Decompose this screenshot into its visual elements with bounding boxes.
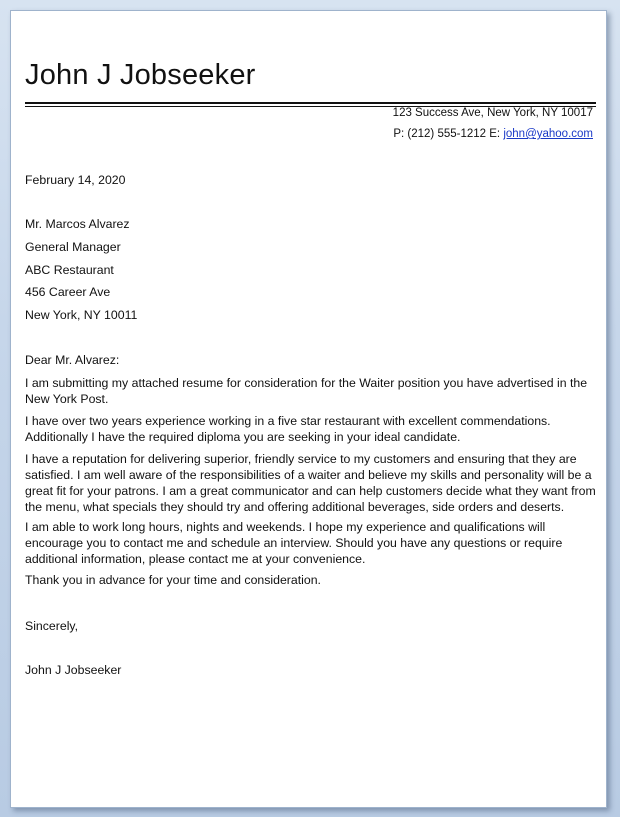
- body-paragraph: I have a reputation for delivering superior, friendly service to my customers and ensuring that they are satisfied. I am well aware of the responsibilities of a waiter and believe my skills and personality will be a great fit for your patrons. I am a great communicator and can help customers decide what they want from the menu, what specials they should try and offering additional beverages, side orders and deserts.: [25, 452, 596, 514]
- recipient-company: ABC Restaurant: [25, 263, 114, 277]
- letter-date: February 14, 2020: [25, 173, 126, 187]
- sender-contact: [393, 128, 593, 140]
- sender-name: John J Jobseeker: [25, 59, 256, 91]
- signature-name: John J Jobseeker: [25, 663, 122, 677]
- body-paragraph: Thank you in advance for your time and consideration.: [25, 573, 321, 587]
- body-paragraph: I am able to work long hours, nights and weekends. I hope my experience and qualifications will encourage you to contact me and schedule an interview. Should you have any questions or require additional information, please contact me at your convenience.: [25, 520, 563, 566]
- body-paragraph: I am submitting my attached resume for consideration for the Waiter position you have advertised in the New York Post.: [25, 376, 588, 406]
- recipient-name: Mr. Marcos Alvarez: [25, 217, 130, 231]
- body-paragraph: I have over two years experience working in a five star restaurant with excellent commendations. Additionally I have the required diploma you are seeking in your ideal candidate.: [25, 414, 551, 444]
- closing: Sincerely,: [25, 619, 79, 633]
- recipient-title: General Manager: [25, 240, 121, 254]
- recipient-street: 456 Career Ave: [25, 285, 111, 299]
- sender-email-link[interactable]: john@yahoo.com: [503, 128, 593, 140]
- letter-page: [10, 10, 607, 808]
- salutation: Dear Mr. Alvarez:: [25, 353, 120, 367]
- recipient-city: New York, NY 10011: [25, 308, 138, 322]
- sender-address: 123 Success Ave, New York, NY 10017: [392, 107, 593, 119]
- sender-phone: P: (212) 555-1212 E:: [393, 128, 501, 140]
- header-rule-thick: [25, 102, 596, 104]
